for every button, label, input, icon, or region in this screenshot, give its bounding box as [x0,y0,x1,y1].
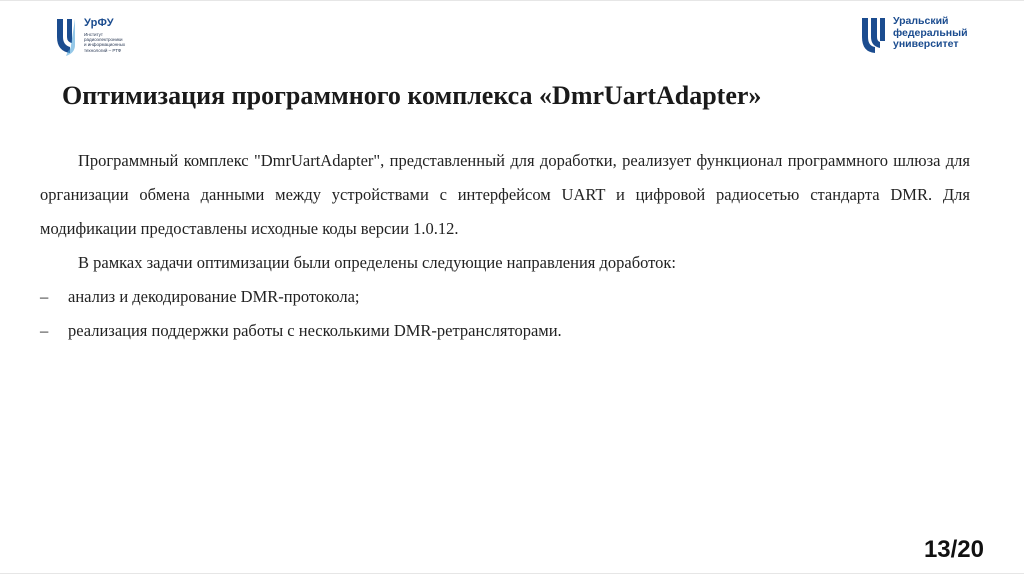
urfu-logo-name: УрФУ [84,17,114,29]
slide-body [40,144,970,348]
institute-name: Институт радиоэлектроники и информационных технологий – РТФ [84,32,126,53]
paragraph: В рамках задачи оптимизации были определены следующие направления доработок: [78,253,676,272]
university-name: Уральский федеральный университет [893,15,968,50]
slide-title: Оптимизация программного комплекса «DmrUartAdapter» [62,81,762,110]
list-item [40,314,970,348]
list-item-text: анализ и декодирование DMR-протокола; [68,287,360,306]
urfu-university-mark-icon [860,17,886,55]
list-item [40,280,970,314]
urfu-university-logo [860,15,990,57]
urfu-institute-logo [54,17,164,59]
list-item-text: реализация поддержки работы с несколькими DMR-ретрансляторами. [68,321,562,340]
urfu-logo-mark-icon [54,17,80,57]
page-number: 13/20 [923,536,984,563]
paragraph: Программный комплекс "DmrUartAdapter", представленный для доработки, реализует функционал программного шлюза для организации обмена данными между устройствами с интерфейсом UART и цифровой радиосетью стандарта DMR. Для модификации предоставлены исходные коды версии 1.0.12. [40,151,970,238]
bullet-marker: – [40,287,49,306]
bullet-marker: – [40,321,49,340]
